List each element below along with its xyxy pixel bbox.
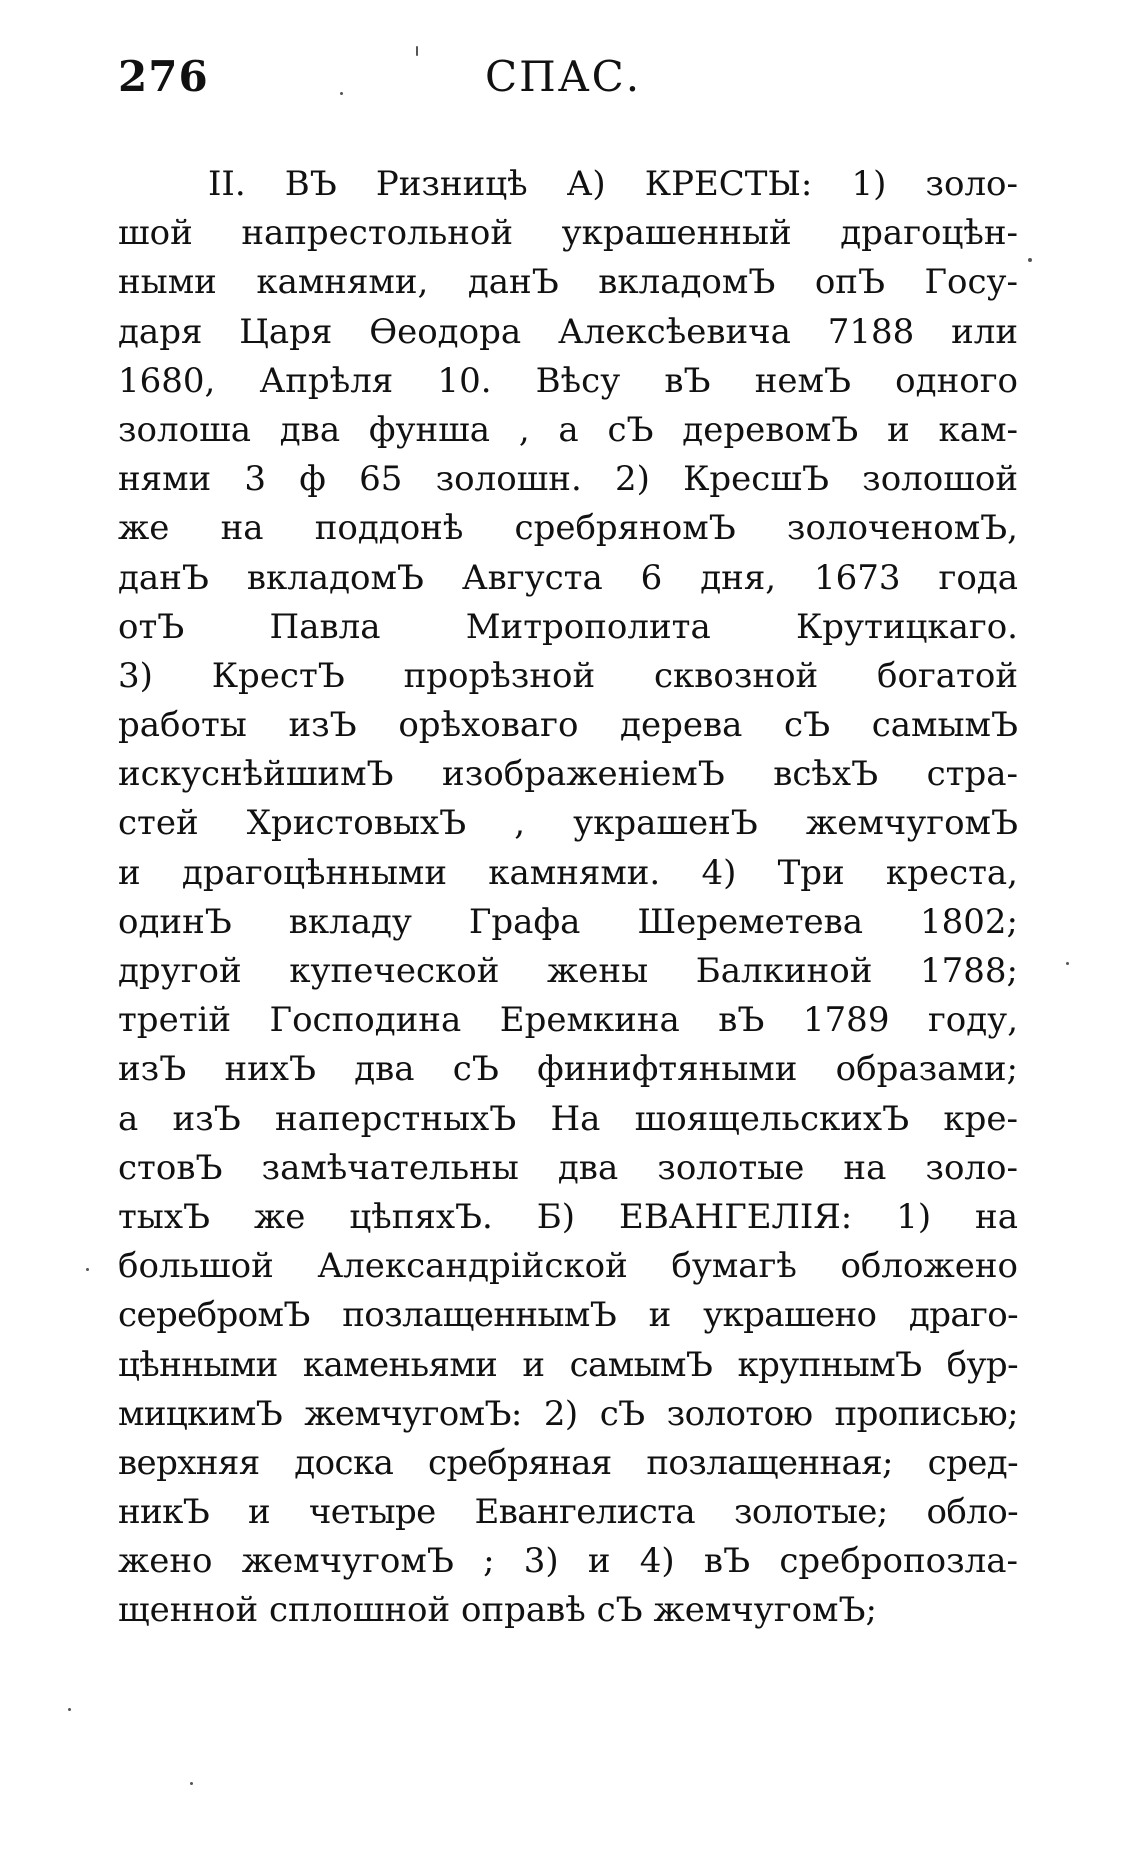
text-line: данЪ вкладомЪ Августа 6 дня, 1673 года <box>118 557 1018 598</box>
text-line: отЪ Павла Митрополита Крутицкаго. <box>118 606 1018 647</box>
scan-speck <box>1066 962 1069 965</box>
scan-speck <box>340 92 343 95</box>
text-line: шой напрестольной украшенный драгоцѣн- <box>118 213 1018 254</box>
text-line: изЪ нихЪ два сЪ финифтяными образами; <box>118 1049 1018 1090</box>
text-line: 1680, Апрѣля 10. Вѣсу вЪ немЪ одного <box>118 360 1018 401</box>
text-line: никЪ и четыре Евангелиста золотые; обло- <box>118 1492 1018 1533</box>
text-line: работы изЪ орѣховаго дерева сЪ самымЪ <box>118 705 1018 746</box>
text-line: щенной сплошной оправѣ сЪ жемчугомЪ; <box>118 1590 877 1631</box>
scan-speck <box>416 46 418 56</box>
text-line: даря Царя Ѳеодора Алексѣевича 7188 или <box>118 311 1018 352</box>
text-line: ными камнями, данЪ вкладомЪ опЪ Госу- <box>118 262 1018 303</box>
page-number: 276 <box>118 52 209 101</box>
scan-speck <box>86 1268 89 1271</box>
text-line: стей ХристовыхЪ , украшенЪ жемчугомЪ <box>118 803 1018 844</box>
text-line: же на поддонѣ сребряномЪ золоченомЪ, <box>118 508 1018 549</box>
text-line: одинЪ вкладу Графа Шереметева 1802; <box>118 901 1018 942</box>
body-text <box>118 160 1018 1636</box>
text-line: и драгоцѣнными камнями. 4) Три креста, <box>118 852 1018 893</box>
text-line: мицкимЪ жемчугомЪ: 2) сЪ золотою прописью; <box>118 1393 1018 1434</box>
text-line: жено жемчугомЪ ; 3) и 4) вЪ сребропозла- <box>118 1541 1018 1582</box>
text-line: большой Александрiйской бумагѣ обложено <box>118 1246 1018 1287</box>
text-line: третiй Господина Еремкина вЪ 1789 году, <box>118 1000 1018 1041</box>
scan-speck <box>68 1708 71 1711</box>
text-line: серебромЪ позлащеннымЪ и украшено драго- <box>118 1295 1018 1336</box>
text-line: 3) КрестЪ прорѣзной сквозной богатой <box>118 655 1018 696</box>
running-title: СПАС. <box>485 52 642 101</box>
text-line: тыхЪ же цѣпяхЪ. Б) ЕВАНГЕЛIЯ: 1) на <box>118 1196 1018 1237</box>
text-line: стовЪ замѣчательны два золотые на золо- <box>118 1147 1018 1188</box>
text-line: а изЪ наперстныхЪ На шоящельскихЪ кре- <box>118 1098 1018 1139</box>
text-line: искуснѣйшимЪ изображенiемЪ всѣхЪ стра- <box>118 754 1018 795</box>
text-line: другой купеческой жены Балкиной 1788; <box>118 951 1018 991</box>
scan-speck <box>190 1782 193 1785</box>
text-line: золоша два фунша , а сЪ деревомЪ и кам- <box>118 409 1018 450</box>
scan-speck <box>1028 258 1032 262</box>
running-head <box>118 52 1018 112</box>
text-line: нями 3 ф 65 золошн. 2) КресшЪ золошой <box>118 459 1018 500</box>
text-line: цѣнными каменьями и самымЪ крупнымЪ бур- <box>118 1344 1018 1385</box>
text-line: верхняя доска сребряная позлащенная; сред- <box>118 1442 1018 1483</box>
text-line: II. ВЪ Ризницѣ А) КРЕСТЫ: 1) золо- <box>208 164 1018 204</box>
